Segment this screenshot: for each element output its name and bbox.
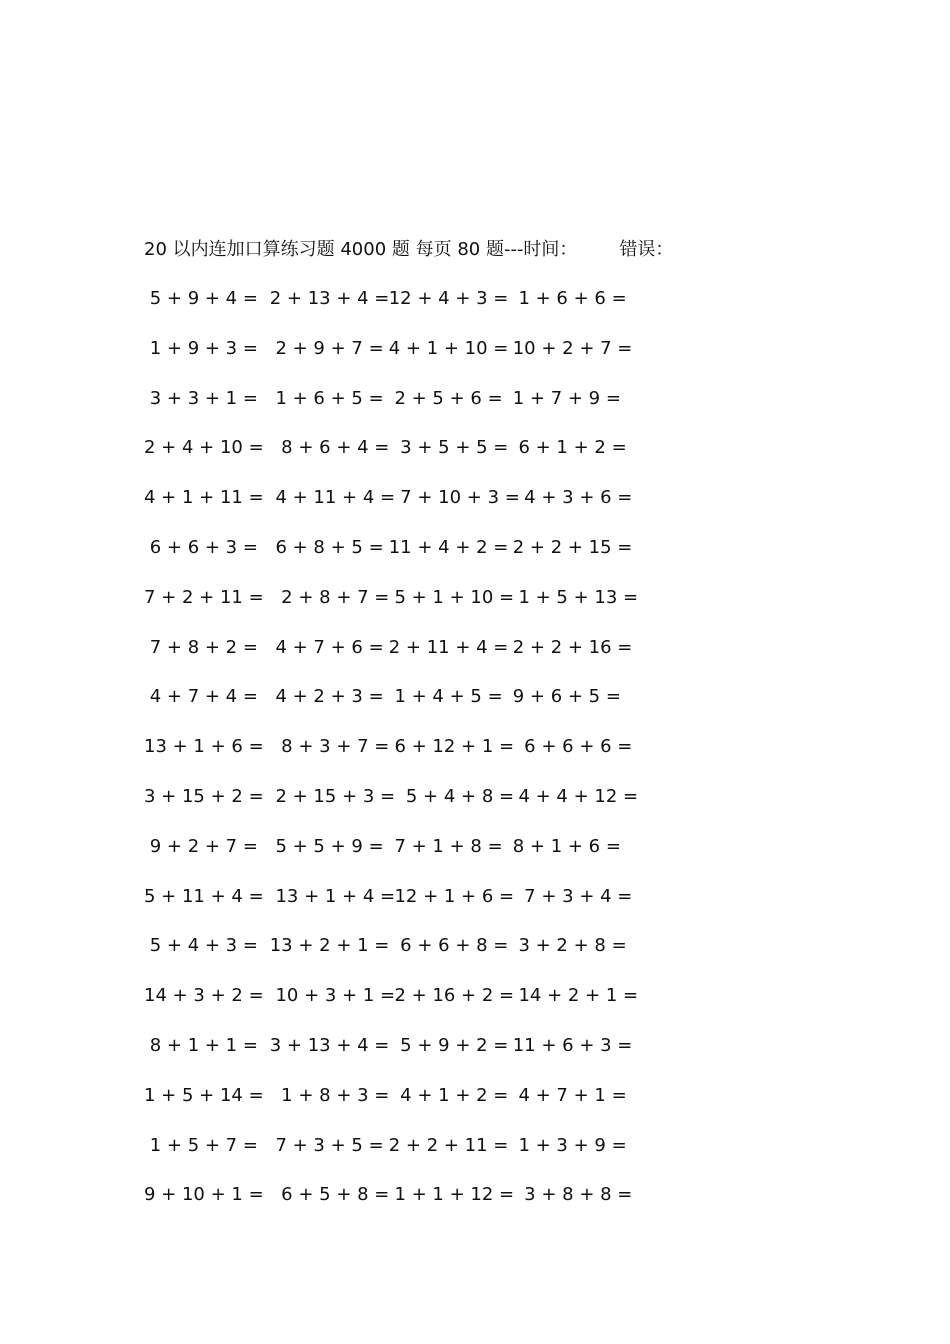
- problem-item: 2 + 16 + 2 =: [383, 985, 515, 1007]
- problem-item: 3 + 5 + 5 =: [383, 437, 509, 459]
- problem-item: 4 + 7 + 4 =: [144, 686, 258, 708]
- problem-item: 11 + 6 + 3 =: [507, 1034, 633, 1056]
- problem-item: 12 + 1 + 6 =: [383, 885, 515, 907]
- problem-row: [144, 334, 664, 384]
- problem-row: [144, 433, 664, 483]
- problem-item: 2 + 4 + 10 =: [144, 437, 264, 459]
- problem-row: [144, 384, 664, 434]
- problem-row: [144, 533, 664, 583]
- problem-item: 11 + 4 + 2 =: [383, 536, 509, 558]
- problem-item: 9 + 6 + 5 =: [507, 686, 621, 708]
- problem-row: [144, 483, 664, 533]
- problem-row: [144, 682, 664, 732]
- problem-item: 1 + 9 + 3 =: [144, 337, 258, 359]
- problem-item: 6 + 6 + 8 =: [383, 935, 509, 957]
- problem-row: [144, 1031, 664, 1081]
- problem-item: 1 + 5 + 14 =: [144, 1084, 264, 1106]
- problem-item: 14 + 3 + 2 =: [144, 985, 264, 1007]
- problem-item: 2 + 11 + 4 =: [383, 636, 509, 658]
- problem-item: 12 + 4 + 3 =: [383, 288, 509, 309]
- problem-item: 1 + 4 + 5 =: [383, 686, 503, 708]
- problem-item: 4 + 1 + 11 =: [144, 487, 264, 509]
- problem-item: 1 + 8 + 3 =: [264, 1084, 390, 1106]
- problem-item: 2 + 2 + 15 =: [507, 536, 633, 558]
- problem-item: 5 + 4 + 3 =: [144, 935, 258, 957]
- error-label: 错误：: [619, 239, 674, 260]
- problem-item: 1 + 3 + 9 =: [507, 1134, 627, 1156]
- problem-row: [144, 583, 664, 633]
- problem-item: 5 + 5 + 9 =: [264, 835, 384, 857]
- problem-item: 3 + 3 + 1 =: [144, 387, 258, 409]
- problem-item: 7 + 10 + 3 =: [383, 487, 520, 509]
- problem-item: 8 + 1 + 1 =: [144, 1034, 258, 1056]
- problem-item: 5 + 9 + 4 =: [144, 288, 258, 309]
- problem-item: 3 + 2 + 8 =: [507, 935, 627, 957]
- problem-row: [144, 1180, 664, 1230]
- problem-item: 7 + 3 + 5 =: [264, 1134, 384, 1156]
- problem-item: 6 + 6 + 6 =: [507, 736, 633, 758]
- problem-item: 7 + 8 + 2 =: [144, 636, 258, 658]
- problem-item: 13 + 1 + 6 =: [144, 736, 264, 758]
- problem-item: 6 + 8 + 5 =: [264, 536, 384, 558]
- problem-item: 4 + 7 + 1 =: [507, 1084, 627, 1106]
- problem-item: 6 + 1 + 2 =: [507, 437, 627, 459]
- problem-item: 1 + 7 + 9 =: [507, 387, 621, 409]
- problem-item: 4 + 4 + 12 =: [507, 785, 639, 807]
- problem-item: 3 + 8 + 8 =: [507, 1184, 633, 1206]
- problem-row: [144, 931, 664, 981]
- problem-item: 8 + 6 + 4 =: [264, 437, 390, 459]
- problem-item: 5 + 4 + 8 =: [383, 785, 515, 807]
- problem-row: [144, 782, 664, 832]
- problem-item: 8 + 3 + 7 =: [264, 736, 390, 758]
- problem-item: 13 + 2 + 1 =: [264, 935, 390, 957]
- problem-item: 14 + 2 + 1 =: [507, 985, 639, 1007]
- problem-item: 13 + 1 + 4 =: [264, 885, 396, 907]
- problem-row: [144, 882, 664, 932]
- problem-item: 9 + 2 + 7 =: [144, 835, 258, 857]
- problem-item: 3 + 15 + 2 =: [144, 785, 264, 807]
- problem-item: 4 + 3 + 6 =: [507, 487, 633, 509]
- problem-item: 6 + 6 + 3 =: [144, 536, 258, 558]
- worksheet-header: [144, 236, 673, 264]
- problem-item: 5 + 11 + 4 =: [144, 885, 264, 907]
- problem-item: 1 + 5 + 7 =: [144, 1134, 258, 1156]
- problem-grid: [144, 284, 664, 1230]
- problem-item: 4 + 2 + 3 =: [264, 686, 384, 708]
- problem-row: [144, 981, 664, 1031]
- problem-item: 7 + 2 + 11 =: [144, 586, 264, 608]
- problem-row: [144, 1081, 664, 1131]
- problem-item: 5 + 1 + 10 =: [383, 586, 515, 608]
- problem-item: 1 + 6 + 5 =: [264, 387, 384, 409]
- problem-item: 4 + 11 + 4 =: [264, 487, 396, 509]
- problem-item: 3 + 13 + 4 =: [264, 1034, 390, 1056]
- problem-item: 6 + 12 + 1 =: [383, 736, 515, 758]
- problem-item: 7 + 3 + 4 =: [507, 885, 633, 907]
- problem-row: [144, 633, 664, 683]
- problem-item: 2 + 15 + 3 =: [264, 785, 396, 807]
- problem-item: 9 + 10 + 1 =: [144, 1184, 264, 1206]
- problem-item: 4 + 1 + 10 =: [383, 337, 509, 359]
- problem-item: 2 + 8 + 7 =: [264, 586, 390, 608]
- problem-item: 2 + 2 + 16 =: [507, 636, 633, 658]
- problem-item: 8 + 1 + 6 =: [507, 835, 621, 857]
- problem-item: 2 + 9 + 7 =: [264, 337, 384, 359]
- problem-row: [144, 1131, 664, 1181]
- problem-item: 7 + 1 + 8 =: [383, 835, 503, 857]
- problem-item: 6 + 5 + 8 =: [264, 1184, 390, 1206]
- problem-row: [144, 732, 664, 782]
- problem-item: 2 + 5 + 6 =: [383, 387, 503, 409]
- problem-item: 10 + 2 + 7 =: [507, 337, 633, 359]
- problem-item: 2 + 13 + 4 =: [264, 288, 390, 309]
- problem-item: 1 + 5 + 13 =: [507, 586, 639, 608]
- problem-row: [144, 832, 664, 882]
- problem-item: 10 + 3 + 1 =: [264, 985, 396, 1007]
- problem-row: [144, 284, 664, 334]
- problem-item: 4 + 1 + 2 =: [383, 1084, 509, 1106]
- problem-item: 2 + 2 + 11 =: [383, 1134, 509, 1156]
- worksheet-title: 20 以内连加口算练习题 4000 题 每页 80 题---时间：: [144, 239, 578, 260]
- problem-item: 5 + 9 + 2 =: [383, 1034, 509, 1056]
- problem-item: 4 + 7 + 6 =: [264, 636, 384, 658]
- problem-item: 1 + 1 + 12 =: [383, 1184, 515, 1206]
- problem-item: 1 + 6 + 6 =: [507, 288, 627, 309]
